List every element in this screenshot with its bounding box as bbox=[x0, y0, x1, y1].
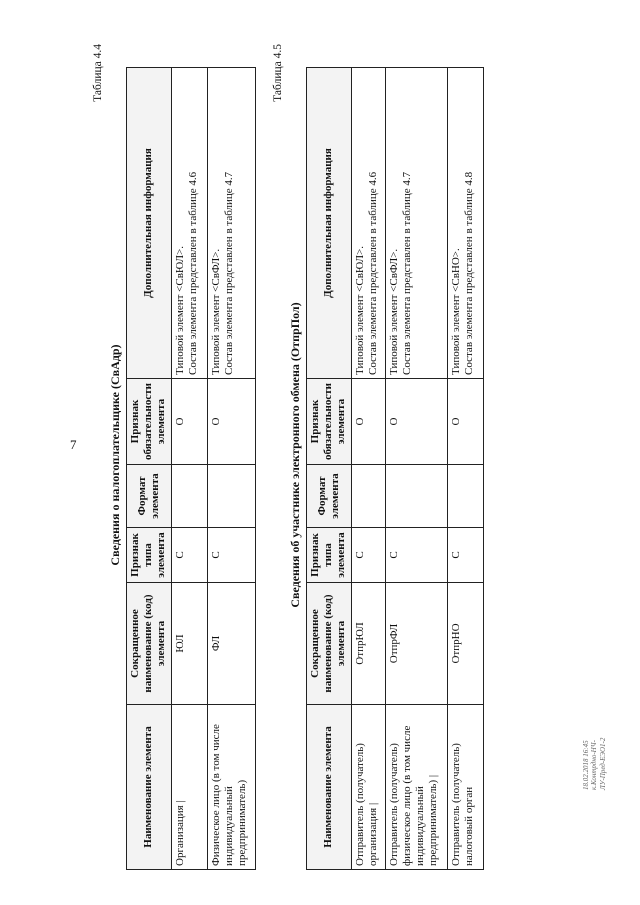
col-header: Признак типа элемента bbox=[127, 528, 172, 583]
table-row bbox=[207, 68, 255, 870]
stamp-date: 18.02.2018 16:45 bbox=[582, 740, 590, 790]
cell-name: Отправитель (получатель) физическое лицо (в том числе индивидуальный предприниматель) | bbox=[385, 705, 447, 870]
cell-format bbox=[447, 465, 483, 528]
cell-type: С bbox=[447, 528, 483, 583]
cell-info: Типовой элемент <СвФЛ>. Состав элемента представлен в таблице 4.7 bbox=[207, 68, 255, 379]
data-table bbox=[126, 67, 256, 870]
table-row bbox=[351, 68, 385, 870]
cell-name: Отправитель (получатель) организация | bbox=[351, 705, 385, 870]
cell-format bbox=[351, 465, 385, 528]
cell-type: С bbox=[207, 528, 255, 583]
cell-type: С bbox=[385, 528, 447, 583]
col-header: Наименование элемента bbox=[307, 705, 352, 870]
page-number: 7 bbox=[70, 437, 77, 452]
cell-req: О bbox=[351, 379, 385, 465]
stamp-code: к.Контрдно-НЧ-ЛУ-Пред-ЕЭО1-2 bbox=[590, 737, 607, 790]
cell-req: О bbox=[447, 379, 483, 465]
cell-format bbox=[385, 465, 447, 528]
cell-name: Отправитель (получатель) налоговый орган bbox=[447, 705, 483, 870]
cell-info: Типовой элемент <СвФЛ>. Состав элемента представлен в таблице 4.7 bbox=[385, 68, 447, 379]
table-4-4-block bbox=[92, 40, 256, 870]
col-header: Дополнительная информация bbox=[127, 68, 172, 379]
table-row bbox=[171, 68, 207, 870]
col-header: Наименование элемента bbox=[127, 705, 172, 870]
print-stamp bbox=[582, 732, 607, 790]
cell-req: О bbox=[171, 379, 207, 465]
cell-req: О bbox=[385, 379, 447, 465]
cell-code: ОтпрФЛ bbox=[385, 583, 447, 705]
table-number: Таблица 4.5 bbox=[272, 44, 284, 102]
col-header: Сокращенное наименование (код) элемента bbox=[307, 583, 352, 705]
col-header: Формат элемента bbox=[307, 465, 352, 528]
cell-code: ОтпрЮЛ bbox=[351, 583, 385, 705]
col-header: Формат элемента bbox=[127, 465, 172, 528]
cell-req: О bbox=[207, 379, 255, 465]
table-row bbox=[385, 68, 447, 870]
cell-code: ФЛ bbox=[207, 583, 255, 705]
table-number: Таблица 4.4 bbox=[92, 44, 104, 102]
cell-name: Организация | bbox=[171, 705, 207, 870]
cell-format bbox=[171, 465, 207, 528]
data-table bbox=[306, 67, 484, 870]
cell-name: Физическое лицо (в том числе индивидуальный предприниматель) bbox=[207, 705, 255, 870]
col-header: Сокращенное наименование (код) элемента bbox=[127, 583, 172, 705]
cell-type: С bbox=[171, 528, 207, 583]
table-caption: Сведения о налогоплательщике (СвАдр) bbox=[108, 344, 122, 566]
cell-info: Типовой элемент <СвНО>. Состав элемента представлен в таблице 4.8 bbox=[447, 68, 483, 379]
col-header: Признак обязательности элемента bbox=[307, 379, 352, 465]
cell-type: С bbox=[351, 528, 385, 583]
table-row bbox=[447, 68, 483, 870]
table-4-5-block bbox=[272, 40, 484, 870]
cell-code: ЮЛ bbox=[171, 583, 207, 705]
cell-info: Типовой элемент <СвЮЛ>. Состав элемента представлен в таблице 4.6 bbox=[351, 68, 385, 379]
cell-code: ОтпрНО bbox=[447, 583, 483, 705]
table-header-row bbox=[307, 68, 352, 870]
col-header: Признак обязательности элемента bbox=[127, 379, 172, 465]
table-caption: Сведения об участнике электронного обмена (ОтпрПол) bbox=[288, 302, 302, 608]
table-header-row bbox=[127, 68, 172, 870]
col-header: Дополнительная информация bbox=[307, 68, 352, 379]
cell-format bbox=[207, 465, 255, 528]
cell-info: Типовой элемент <СвЮЛ>. Состав элемента представлен в таблице 4.6 bbox=[171, 68, 207, 379]
col-header: Признак типа элемента bbox=[307, 528, 352, 583]
